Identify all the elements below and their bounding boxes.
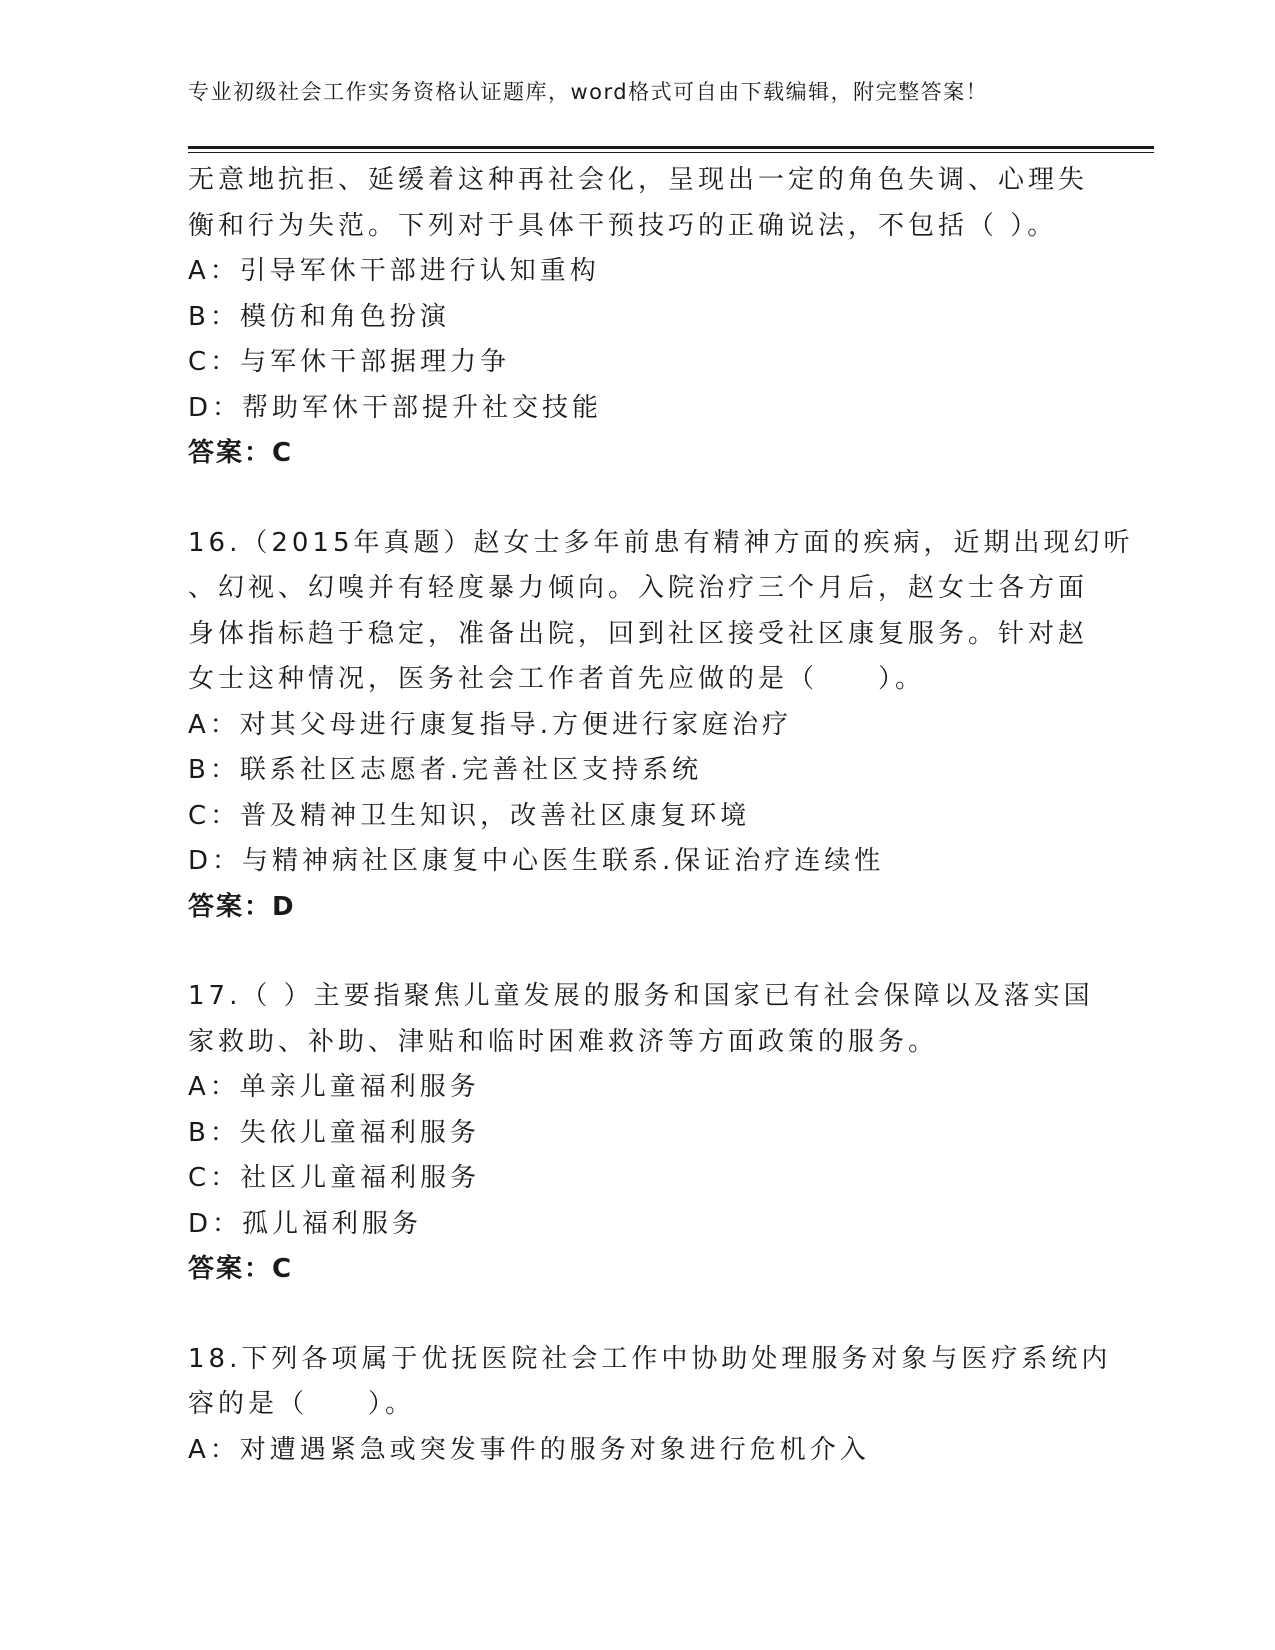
question-text-line: 16.（2015年真题）赵女士多年前患有精神方面的疾病，近期出现幻听 bbox=[188, 527, 1134, 558]
page-header: 专业初级社会工作实务资格认证题库，word格式可自由下载编辑，附完整答案！ bbox=[188, 80, 989, 104]
question-text-line: 衡和行为失范。下列对于具体干预技巧的正确说法，不包括（ ）。 bbox=[188, 210, 1058, 241]
option-c: C：社区儿童福利服务 bbox=[188, 1163, 481, 1193]
option-d: D：帮助军休干部提升社交技能 bbox=[188, 392, 603, 423]
answer-line: 答案：C bbox=[188, 1254, 294, 1284]
question-block-continued bbox=[188, 158, 1088, 477]
question-content bbox=[188, 158, 1134, 1473]
option-b: B：失依儿童福利服务 bbox=[188, 1117, 480, 1148]
question-text-line: 、幻视、幻嗅并有轻度暴力倾向。入院治疗三个月后，赵女士各方面 bbox=[188, 573, 1089, 603]
spacer bbox=[188, 1293, 1088, 1337]
header-rule-thick bbox=[188, 146, 1154, 149]
question-text-line: 女士这种情况，医务社会工作者首先应做的是（ ）。 bbox=[188, 664, 926, 694]
question-text-line: 17.（ ）主要指聚焦儿童发展的服务和国家已有社会保障以及落实国 bbox=[188, 981, 1094, 1011]
header-rule-thin bbox=[188, 152, 1154, 153]
question-block-17 bbox=[188, 974, 1094, 1293]
option-a: A：对遭遇紧急或突发事件的服务对象进行危机介入 bbox=[188, 1434, 870, 1465]
question-text-line: 身体指标趋于稳定，准备出院，回到社区接受社区康复服务。针对赵 bbox=[188, 618, 1089, 649]
option-a: A：单亲儿童福利服务 bbox=[188, 1072, 480, 1102]
spacer bbox=[188, 477, 1088, 521]
option-c: C：与军休干部据理力争 bbox=[188, 347, 511, 377]
answer-line: 答案：D bbox=[188, 891, 296, 922]
option-d: D：孤儿福利服务 bbox=[188, 1208, 423, 1239]
question-text-line: 无意地抗拒、延缓着这种再社会化，呈现出一定的角色失调、心理失 bbox=[188, 165, 1089, 195]
option-b: B：联系社区志愿者.完善社区支持系统 bbox=[188, 755, 703, 785]
question-text-line: 容的是（ ）。 bbox=[188, 1389, 416, 1419]
option-a: A：引导军休干部进行认知重构 bbox=[188, 256, 600, 286]
question-block-18 bbox=[188, 1337, 1112, 1474]
question-block-16 bbox=[188, 521, 1134, 931]
spacer bbox=[188, 930, 1088, 974]
question-text-line: 18.下列各项属于优抚医院社会工作中协助处理服务对象与医疗系统内 bbox=[188, 1343, 1112, 1374]
option-d: D：与精神病社区康复中心医生联系.保证治疗连续性 bbox=[188, 846, 885, 876]
question-text-line: 家救助、补助、津贴和临时困难救济等方面政策的服务。 bbox=[188, 1026, 939, 1057]
answer-line: 答案：C bbox=[188, 438, 294, 468]
option-b: B：模仿和角色扮演 bbox=[188, 301, 450, 332]
option-c: C：普及精神卫生知识，改善社区康复环境 bbox=[188, 800, 751, 831]
option-a: A：对其父母进行康复指导.方便进行家庭治疗 bbox=[188, 709, 793, 740]
